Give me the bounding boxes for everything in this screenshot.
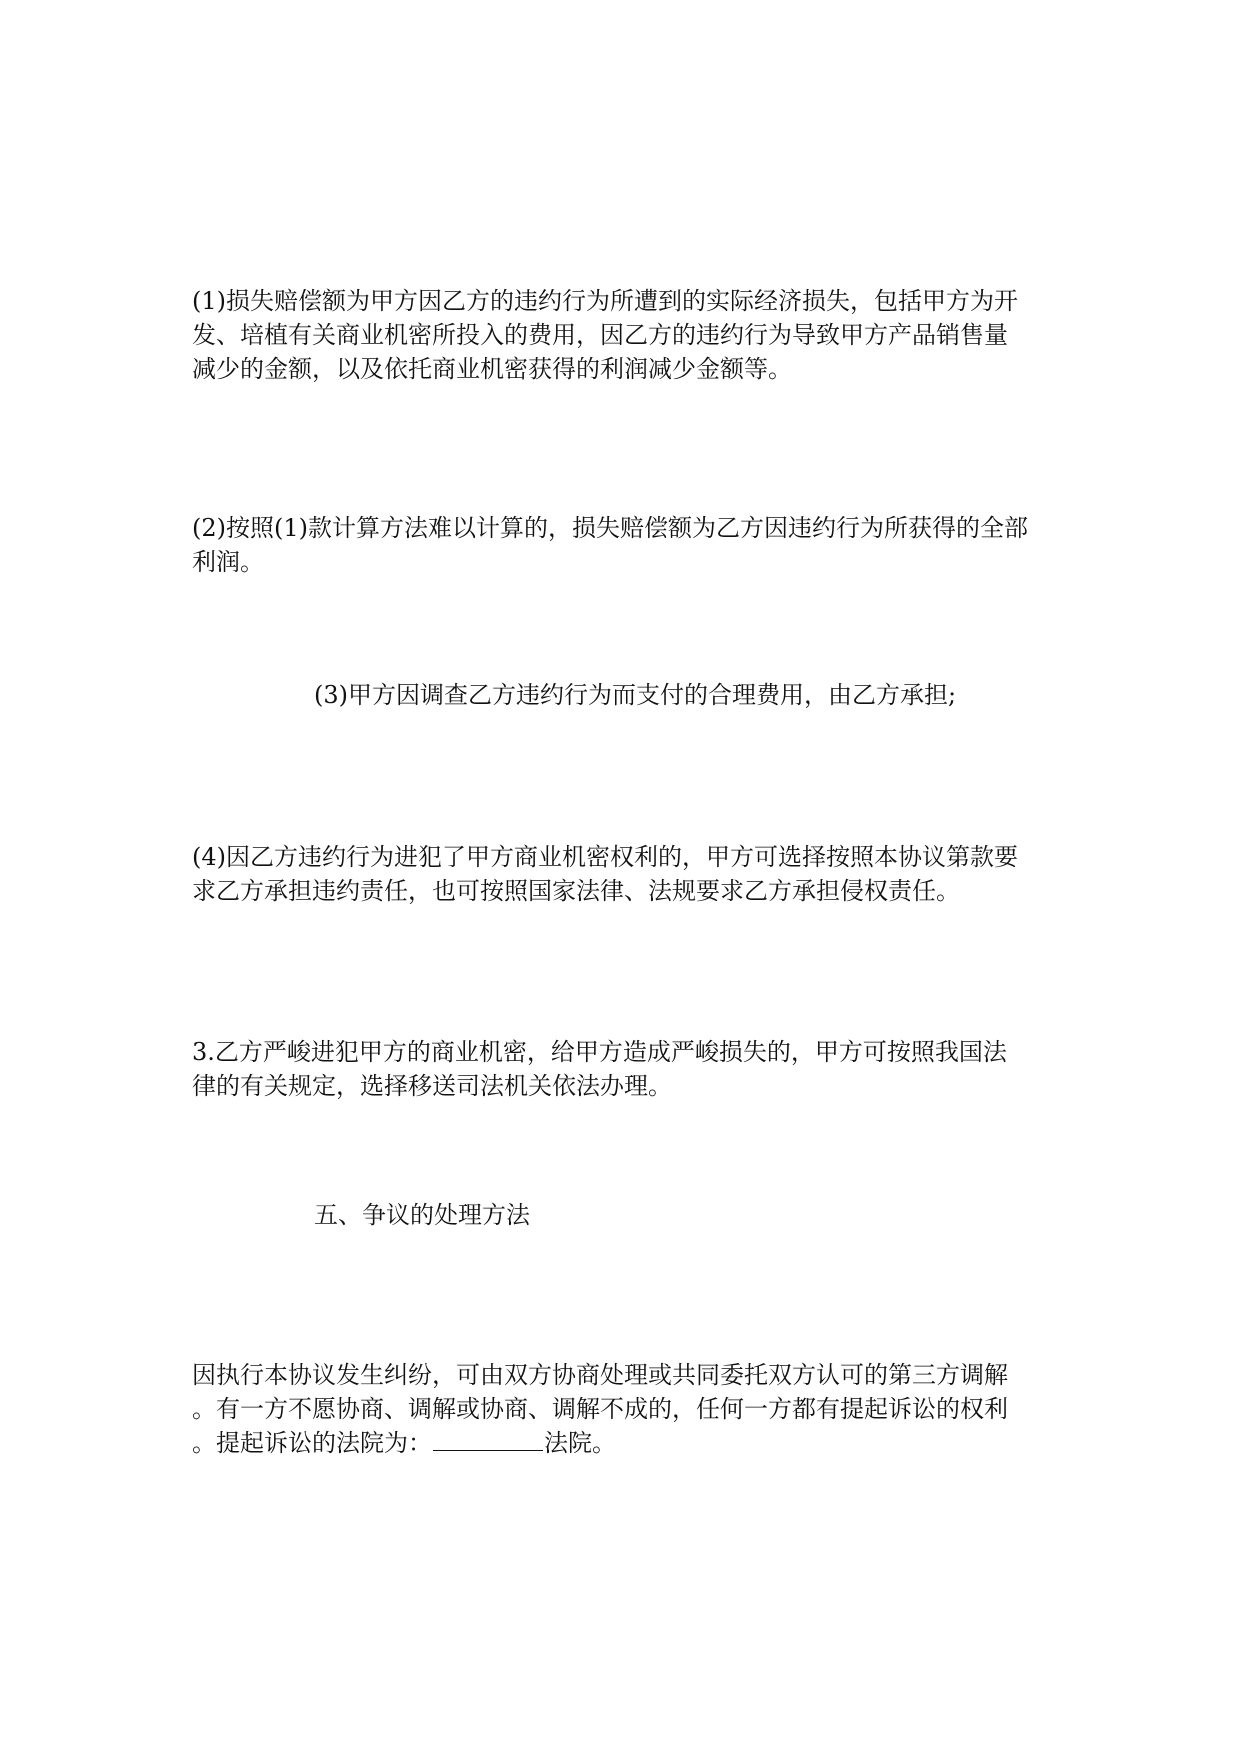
text-line: 律的有关规定，选择移送司法机关依法办理。: [192, 1072, 672, 1100]
clause-4-paragraph: [192, 840, 1062, 908]
text-line: 发、培植有关商业机密所投入的费用，因乙方的违约行为导致甲方产品销售量: [192, 321, 1008, 349]
clause-1-paragraph: [192, 284, 1062, 386]
court-line-suffix: 法院。: [544, 1429, 616, 1457]
heading-text: 五、争议的处理方法: [314, 1201, 530, 1229]
text-line: 求乙方承担违约责任，也可按照国家法律、法规要求乙方承担侵权责任。: [192, 877, 960, 905]
court-line-prefix: 。提起诉讼的法院为：: [192, 1429, 432, 1457]
dispute-resolution-paragraph: [192, 1358, 1062, 1460]
text-line: 3.乙方严峻进犯甲方的商业机密，给甲方造成严峻损失的，甲方可按照我国法: [192, 1038, 1007, 1066]
text-line: (3)甲方因调查乙方违约行为而支付的合理费用，由乙方承担;: [314, 681, 957, 709]
clause-2-paragraph: [192, 511, 1062, 579]
text-line: (4)因乙方违约行为进犯了甲方商业机密权利的，甲方可选择按照本协议第款要: [192, 843, 1018, 871]
text-line: (2)按照(1)款计算方法难以计算的，损失赔偿额为乙方因违约行为所获得的全部: [192, 514, 1028, 542]
article-3-paragraph: [192, 1035, 1062, 1103]
text-line: 减少的金额，以及依托商业机密获得的利润减少金额等。: [192, 355, 792, 383]
text-line: 利润。: [192, 548, 264, 576]
text-line: 。有一方不愿协商、调解或协商、调解不成的，任何一方都有提起诉讼的权利: [192, 1395, 1008, 1423]
clause-3-paragraph: [314, 678, 1074, 712]
text-line: [192, 1426, 1062, 1460]
text-line: (1)损失赔偿额为甲方因乙方的违约行为所遭到的实际经济损失，包括甲方为开: [192, 287, 1018, 315]
section-heading: [314, 1198, 914, 1232]
text-line: 因执行本协议发生纠纷，可由双方协商处理或共同委托双方认可的第三方调解: [192, 1361, 1008, 1389]
court-name-blank: [433, 1428, 543, 1451]
